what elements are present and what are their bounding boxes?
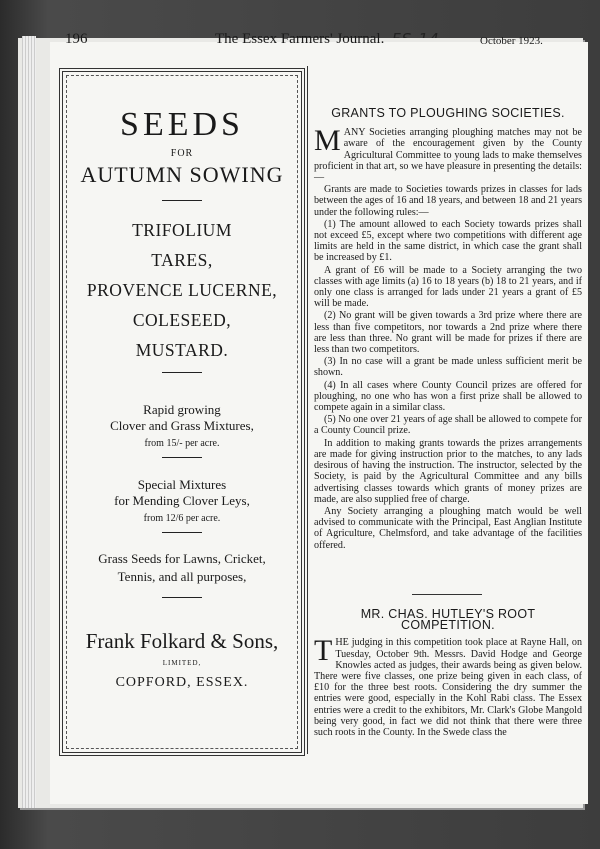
ad-rapid-line: Clover and Grass Mixtures,: [110, 418, 254, 433]
article-title: MR. CHAS. HUTLEY'S ROOT: [360, 607, 536, 621]
ad-location: COPFORD, ESSEX.: [115, 675, 249, 690]
ad-special-line: Special Mixtures: [137, 477, 227, 492]
ad-special-line: for Mending Clover Leys,: [114, 493, 250, 508]
article-paragraph: Grants are made to Societies towards prizes in classes for lads between the ages of 16 and 18 years, and between 18 and 21 years under the following rules:—: [314, 184, 582, 218]
ad-rapid-price: from 15/- per acre.: [144, 438, 220, 449]
crop-item: MUSTARD.: [135, 340, 229, 360]
crop-item: PROVENCE LUCERNE,: [86, 280, 278, 300]
divider: [162, 597, 202, 598]
article-separator: [412, 594, 482, 595]
divider: [162, 457, 202, 458]
ad-headline: SEEDS: [120, 106, 244, 143]
drop-cap: T: [314, 634, 333, 668]
ad-for: FOR: [170, 148, 194, 159]
journal-title: The Essex Farmers' Journal.: [215, 31, 385, 47]
article-title: GRANTS TO PLOUGHING SOCIETIES.: [331, 106, 565, 120]
column-rule: [307, 66, 308, 754]
ad-limited: LIMITED,: [162, 659, 202, 667]
ad-grass-line: Grass Seeds for Lawns, Cricket,: [98, 551, 266, 566]
ad-special-price: from 12/6 per acre.: [143, 513, 221, 524]
divider: [162, 532, 202, 533]
article-paragraph: Any Society arranging a ploughing match would be well advised to communicate with the Principal, East Anglian Institute of Agriculture, Chelmsford, and take advantage of the facilities offered.: [314, 505, 582, 551]
article-paragraph: (5) No one over 21 years of age shall be allowed to compete for a County Council prize.: [314, 414, 582, 437]
page-number: 196: [65, 31, 88, 47]
crop-item: TRIFOLIUM: [132, 220, 232, 240]
article-paragraph: (1) The amount allowed to each Society towards prizes shall not exceed £5, except where two competitions with different age limits are held in the same district, in which case the grant shall be increased by £1.: [314, 218, 582, 264]
article-paragraph: HE judging in this competition took place at Rayne Hall, on Tuesday, October 9th. Messrs. David Hodge and George Knowles acted as judges, their awards being as given below. There were five classes, one prize being given in each class, of £10 for the three best roots. Considering the dry summer the entries were good, especially in the Kohl Rabi class. The Essex entries were a credit to the exhibitors, Mr. Clark's Globe Mangold being very good, in fact we did not think that there were three such roots in the County. In the Swede class the: [314, 637, 582, 739]
article-paragraph: (3) In no case will a grant be made unless sufficient merit be shown.: [314, 356, 582, 379]
article-title: COMPETITION.: [401, 618, 495, 633]
divider: [162, 372, 202, 373]
issue-date: October 1923.: [480, 35, 543, 47]
ad-firm-name: Frank Folkard & Sons,: [85, 629, 279, 653]
article-paragraph: (2) No grant will be given towards a 3rd prize where there are less than five competitors, nor towards a 2nd prize where there are less than three. No grant will be made for prizes if there are less than two competitors.: [314, 310, 582, 356]
crop-item: COLESEED,: [132, 310, 232, 330]
article-paragraph: (4) In all cases where County Council prizes are offered for ploughing, no one who has won a first prize shall be allowed to compete again in a similar class.: [314, 379, 582, 414]
article-paragraph: In addition to making grants towards the prizes arrangements are made for giving instruction prior to the matches, to any lads desirous of having the instruction. The instructor, selected by the Society, is paid by the Agricultural Committee and any bills advertising classes towards which grants of money prizes are made, are also supplied free of charge.: [314, 437, 582, 505]
article-intro: ANY Societies arranging ploughing matches may not be aware of the encouragement given by the County Agricultural Committee to young lads to make themselves proficient in that art, so we have pleasure in presenting the details:—: [314, 127, 582, 184]
seed-advertisement: [59, 68, 305, 756]
ad-subheadline: AUTUMN SOWING: [80, 162, 284, 187]
crop-item: TARES,: [151, 250, 213, 270]
drop-cap: M: [314, 124, 341, 158]
article-grants: [314, 108, 582, 552]
ad-grass-line: Tennis, and all purposes,: [117, 569, 247, 584]
ad-rapid-line: Rapid growing: [143, 402, 221, 417]
divider: [162, 200, 202, 201]
article-root-competition: [314, 609, 582, 739]
article-paragraph: A grant of £6 will be made to a Society arranging the two classes with age limits (a) 16 to 18 years (b) 18 to 21 years, and if only one class is arranged for lads under 21 years a grant of £5 will be made.: [314, 264, 582, 310]
